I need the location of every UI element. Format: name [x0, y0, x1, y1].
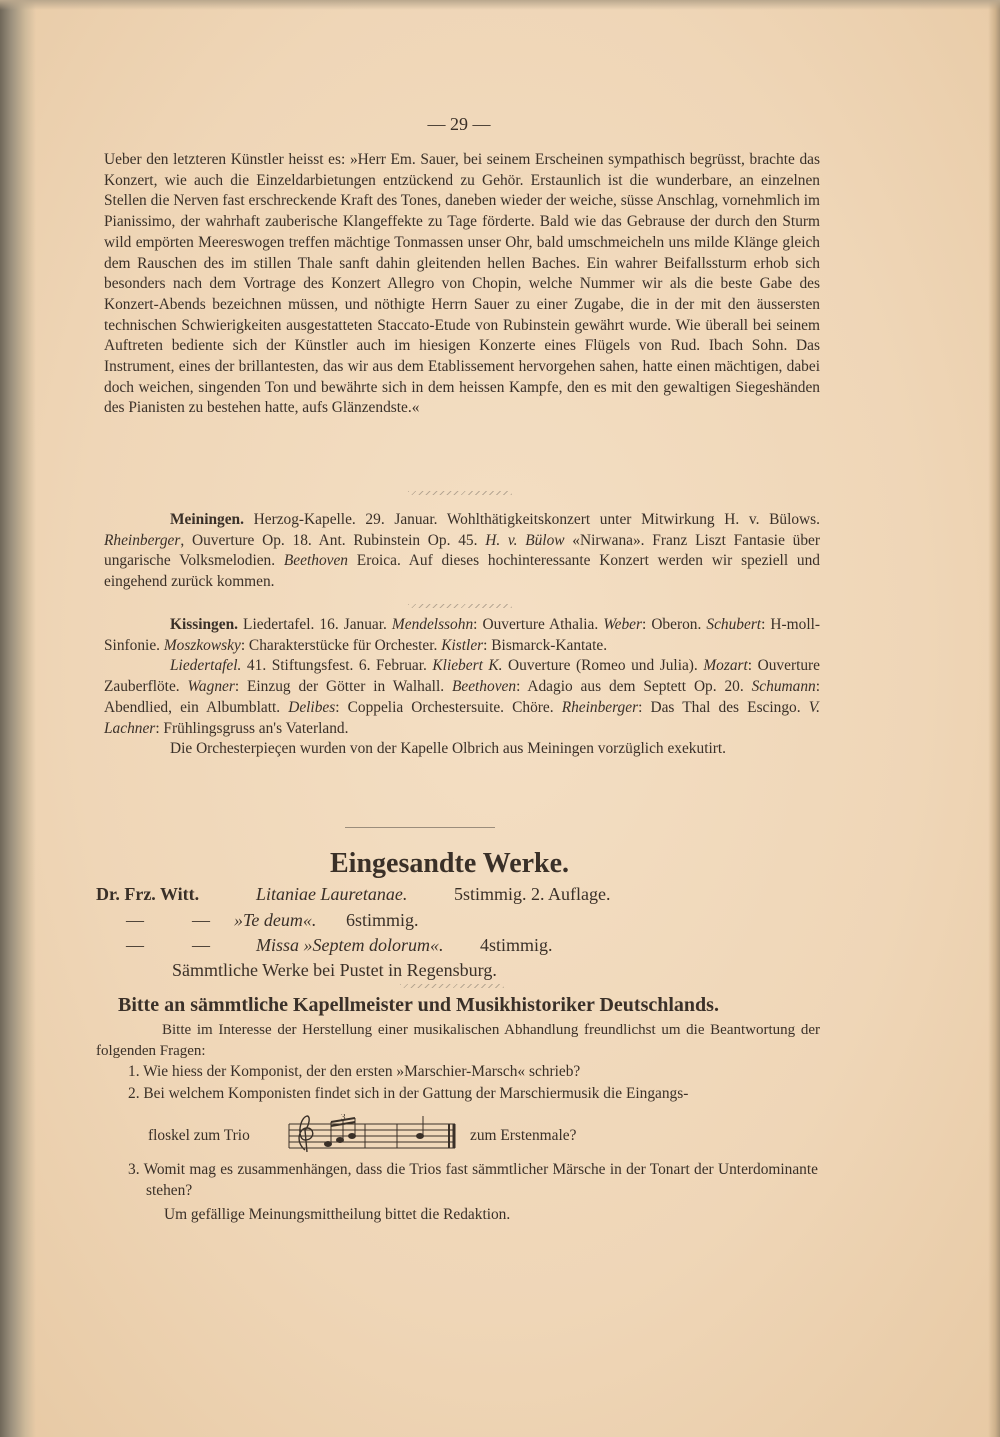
page-top-edge [0, 0, 1000, 10]
ditto-mark: — [126, 910, 144, 930]
work-title: »Te deum«. [234, 910, 317, 930]
page-number: — 29 — [427, 114, 491, 134]
kissingen-text: : Einzug der Götter in Walhall. [234, 678, 452, 696]
kissingen-text: 41. Stiftungsfest. 6. Februar. [241, 657, 433, 675]
meiningen-paragraph [104, 510, 820, 593]
bitte-intro-text: Bitte im Interesse der Herstellung einer musikalischen Abhandlung freundlichst um die Beantwortung der folgenden Fragen: [96, 1022, 820, 1059]
horizontal-rule [345, 827, 495, 828]
kissingen-text: : H-moll-Sinfonie. [104, 616, 820, 654]
question-1: 1. Wie hiess der Komponist, der den ersten »Marschier-Marsch« schrieb? [128, 1063, 581, 1080]
kissingen-entry [104, 615, 820, 760]
kissingen-text: : Das Thal des Escingo. [638, 698, 809, 716]
kissingen-text: : Coppelia Orchestersuite. Chöre. [335, 698, 562, 716]
kissingen-paragraph-3: Die Orchesterpieçen wurden von der Kapelle Olbrich aus Meiningen vorzüglich exekutirt. [170, 740, 727, 758]
composer-name: Mozart [703, 657, 748, 675]
bitte-heading: Bitte an sämmtliche Kapellmeister und Musikhistoriker Deutschlands. [118, 994, 719, 1016]
work-author: Dr. Frz. Witt. [96, 884, 200, 904]
question-2-floskel: floskel zum Trio [148, 1127, 250, 1144]
book-spine-shadow [0, 0, 36, 1437]
kissingen-text: : Frühlingsgruss an's Vaterland. [155, 719, 349, 737]
composer-beethoven: Beethoven [283, 552, 348, 570]
composer-buelow: H. v. Bülow [485, 531, 565, 549]
section-divider [400, 984, 504, 988]
kissingen-place: Kissingen. [170, 616, 238, 633]
work-details: 6stimmig. [346, 910, 419, 930]
kissingen-text: : Abendlied, ein Albumblatt. [104, 678, 820, 716]
question-3-text: 3. Womit mag es zusammenhängen, dass die Trios fast sämmtlicher Märsche in der Tonart der Unterdominante stehen? [128, 1161, 818, 1199]
question-3 [128, 1160, 818, 1201]
meiningen-place: Meiningen. [170, 511, 244, 528]
work-details: 4stimmig. [480, 935, 553, 955]
work-title: Litaniae Lauretanae. [256, 884, 408, 904]
kissingen-text: : Charakterstücke für Orchester. [240, 636, 442, 654]
work-title: Missa »Septem dolorum«. [256, 935, 444, 955]
composer-name: Moszkowsky [163, 636, 241, 654]
question-2: 2. Bei welchem Komponisten findet sich in der Gattung der Marschiermusik die Eingangs- [128, 1085, 689, 1102]
ditto-mark: — [192, 910, 210, 930]
society-name: Liedertafel. [170, 657, 242, 675]
publisher-note: Sämmtliche Werke bei Pustet in Regensburg. [172, 960, 497, 980]
eingesandte-heading: Eingesandte Werke. [330, 848, 570, 879]
kissingen-text: : Adagio aus dem Septett Op. 20. [516, 678, 752, 696]
meiningen-text-2: , Ouverture Op. 18. Ant. Rubinstein Op. 45. [180, 531, 486, 549]
composer-name: Beethoven [451, 678, 517, 696]
composer-name: Kistler [441, 636, 484, 654]
meiningen-text-3: «Nirwana». Franz Liszt Fantasie über ungarische Volksmelodien. [104, 531, 820, 570]
kissingen-text: : Ouverture Zauberflöte. [104, 657, 821, 696]
review-text: Ueber den letzteren Künstler heisst es: »Herr Em. Sauer, bei seinem Erscheinen sympathisch begrüsst, brachte das Konzert, wie auch die Einzeldarbietungen entzückend zu Gehör. Erstaunlich ist die wunderbare, an einzelnen Stellen die Nerven fast erschreckende Kraft des Tones, daneben wieder der weiche, süsse Anschlag, vornehmlich im Pianissimo, der wahrhaft zauberische Klangeffekte zu Tage förderte. Bald wie das Gebrause der durch den Sturm wild empörten Meereswogen treffen mächtige Tonmassen unser Ohr, bald umschmeicheln uns milde Klänge gleich dem Rauschen des im stillen Thale sanft dahin gleitenden hellen Baches. Ein wahrer Beifallssturm erhob sich besonders nach dem Vortrage des Konzert Allegro von Chopin, welche Nummer wir als die beste Gabe des Konzert-Abends bezeichnen müssen, und nöthigte Herrn Sauer zu einer Zugabe, die in der mit den äussersten technischen Schwierigkeiten ausgestatteten Staccato-Etude von Rubinstein gewährt wurde. Wie überall bei seinem Auftreten bediente sich der Künstler auch im hiesigen Konzerte eines Flügels von Rud. Ibach Sohn. Das Instrument, eines der brillantesten, das wir aus dem Etablissement hervorgehen sahen, hatte einen mächtigen, dabei doch weichen, singenden Ton und bewährte sich in dem heissen Kampfe, den es mit den gewaltigen Siegeshänden des Pianisten zu bestehen hatte, aufs Glänzendste.« [104, 151, 820, 417]
work-details: 5stimmig. 2. Auflage. [454, 884, 611, 904]
composer-name: Mendelssohn [391, 616, 474, 633]
composer-name: Schumann [751, 678, 816, 696]
meiningen-text-1: Herzog-Kapelle. 29. Januar. Wohlthätigkeitskonzert unter Mitwirkung H. v. Bülows. [243, 511, 820, 528]
kissingen-text: : Ouverture Athalia. [473, 616, 604, 633]
section-divider [408, 491, 512, 495]
ditto-mark: — [126, 935, 144, 955]
ditto-mark: — [192, 935, 210, 955]
kissingen-text: : Bismarck-Kantate. [483, 636, 608, 654]
kissingen-text: : Oberon. [642, 616, 707, 633]
composer-name: Weber [603, 616, 642, 633]
composer-name: V. Lachner [104, 698, 820, 737]
kissingen-paragraph-1 [104, 615, 820, 656]
meiningen-text-4: Eroica. Auf dieses hochinteressante Konzert werden wir speziell und eingehend zurück kommen. [104, 552, 820, 591]
composer-name: Schubert [706, 616, 762, 633]
composer-name: Wagner [187, 678, 235, 696]
composer-name: Delibes [288, 698, 336, 716]
question-2-end: zum Erstenmale? [470, 1127, 577, 1144]
music-staff-excerpt [285, 1114, 459, 1152]
section-divider [408, 604, 512, 608]
kissingen-text: Liedertafel. 16. Januar. [238, 616, 392, 633]
meiningen-entry [104, 510, 820, 593]
composer-name: Rheinberger [561, 698, 639, 716]
kissingen-paragraph-2 [104, 656, 820, 739]
page-edge-shadow [988, 0, 1000, 1437]
closing-line: Um gefällige Meinungsmittheilung bittet die Redaktion. [164, 1206, 511, 1223]
composer-rheinberger: Rheinberger [104, 531, 181, 549]
kissingen-text: Ouverture (Romeo und Julia). [502, 657, 704, 675]
composer-name: Kliebert K. [432, 657, 503, 675]
bitte-intro [96, 1020, 820, 1062]
triplet-marking: 3 [341, 1114, 346, 1122]
review-paragraph [104, 150, 820, 419]
